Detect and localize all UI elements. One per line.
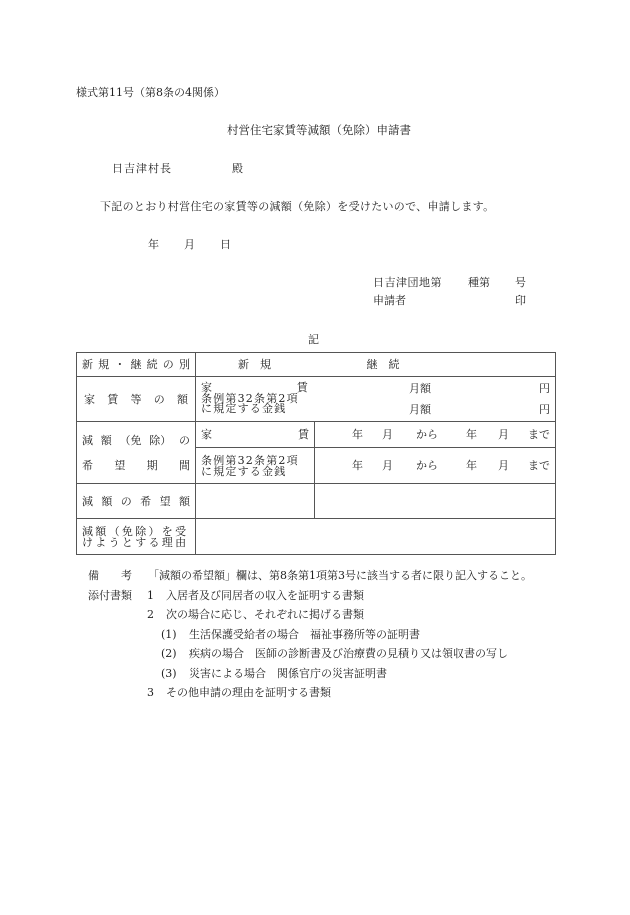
reason-label: 減額（免除）を受 けようとする理由 (77, 519, 196, 555)
table-row-period-rent (77, 422, 556, 448)
period-rent-sublabel: 家 賃 (196, 422, 315, 448)
reason-input[interactable] (196, 519, 556, 555)
attachment-subitem-2: (2) 疾病の場合 医師の診断書及び治療費の見積り又は領収書の写し (161, 647, 508, 660)
applicant-field[interactable] (373, 292, 526, 308)
remarks-row (88, 566, 532, 586)
option-new[interactable]: 新 規 (238, 358, 271, 371)
table-row-new-continue (77, 353, 556, 377)
period-ordinance-range[interactable]: 年 月 から 年 月 まで (315, 448, 556, 484)
attachment-subitem-3: (3) 災害による場合 関係官庁の災害証明書 (161, 666, 387, 680)
requested-amount-ordinance-input[interactable] (315, 484, 556, 519)
complex-number-field[interactable] (373, 274, 526, 290)
number-label: 号 (515, 276, 526, 289)
requested-amount-label: 減 額 の 希 望 額 (77, 484, 196, 519)
table-row-rent-amount (77, 377, 556, 422)
date-day-label: 日 (220, 238, 231, 251)
attachment-item-2: 2 次の場合に応じ、それぞれに掲げる書類 (147, 608, 364, 621)
option-continue[interactable]: 継 続 (366, 358, 400, 371)
notes-section (88, 566, 532, 703)
new-continue-options[interactable] (196, 353, 556, 377)
form-number: 様式第11号（第8条の4関係） (76, 86, 225, 99)
document-title: 村営住宅家賃等減額（免除）申請書 (227, 123, 411, 137)
remarks-text: 「減額の希望額」欄は、第8条第1項第3号に該当する者に限り記入すること。 (148, 569, 532, 582)
seal-label: 印 (515, 294, 526, 307)
attachment-item-3: 3 その他申請の理由を証明する書類 (147, 686, 331, 699)
new-continue-label: 新 規 ・ 継 続 の 別 (77, 353, 196, 377)
attachments-label: 添付書類 (88, 588, 132, 602)
honorific: 殿 (232, 162, 243, 175)
rent-amount-cell[interactable] (196, 377, 556, 422)
applicant-label: 申請者 (373, 294, 406, 307)
application-table (76, 352, 556, 555)
addressee: 日吉津村長 (112, 162, 172, 175)
complex-label: 日吉津団地第 (373, 276, 442, 289)
type-label: 種第 (468, 276, 490, 289)
application-statement: 下記のとおり村営住宅の家賃等の減額（免除）を受けたいので、申請します。 (100, 200, 495, 213)
rent-sublabels: 家 賃 条例第32条第2項 に規定する金銭 (201, 381, 309, 416)
period-rent-range[interactable]: 年 月 から 年 月 まで (315, 422, 556, 448)
date-year-label: 年 (148, 238, 159, 251)
attachment-item-1: 添付書類 1 入居者及び同居者の収入を証明する書類 (88, 588, 364, 602)
remarks-label: 備 考 (88, 569, 132, 582)
table-row-reason (77, 519, 556, 555)
monthly-amount-fields[interactable]: 月額 円 月額 円 (409, 382, 550, 417)
requested-period-label: 減 額 （免 除） の 希 望 期 間 (77, 422, 196, 484)
date-month-label: 月 (184, 238, 195, 251)
requested-amount-rent-input[interactable] (196, 484, 315, 519)
ki-heading: 記 (308, 333, 319, 346)
period-ordinance-sublabel: 条例第32条第2項 に規定する金銭 (196, 448, 315, 484)
table-row-requested-amount (77, 484, 556, 519)
attachment-subitem-1: (1) 生活保護受給者の場合 福祉事務所等の証明書 (161, 627, 420, 641)
rent-amount-label: 家 賃 等 の 額 (77, 377, 196, 422)
